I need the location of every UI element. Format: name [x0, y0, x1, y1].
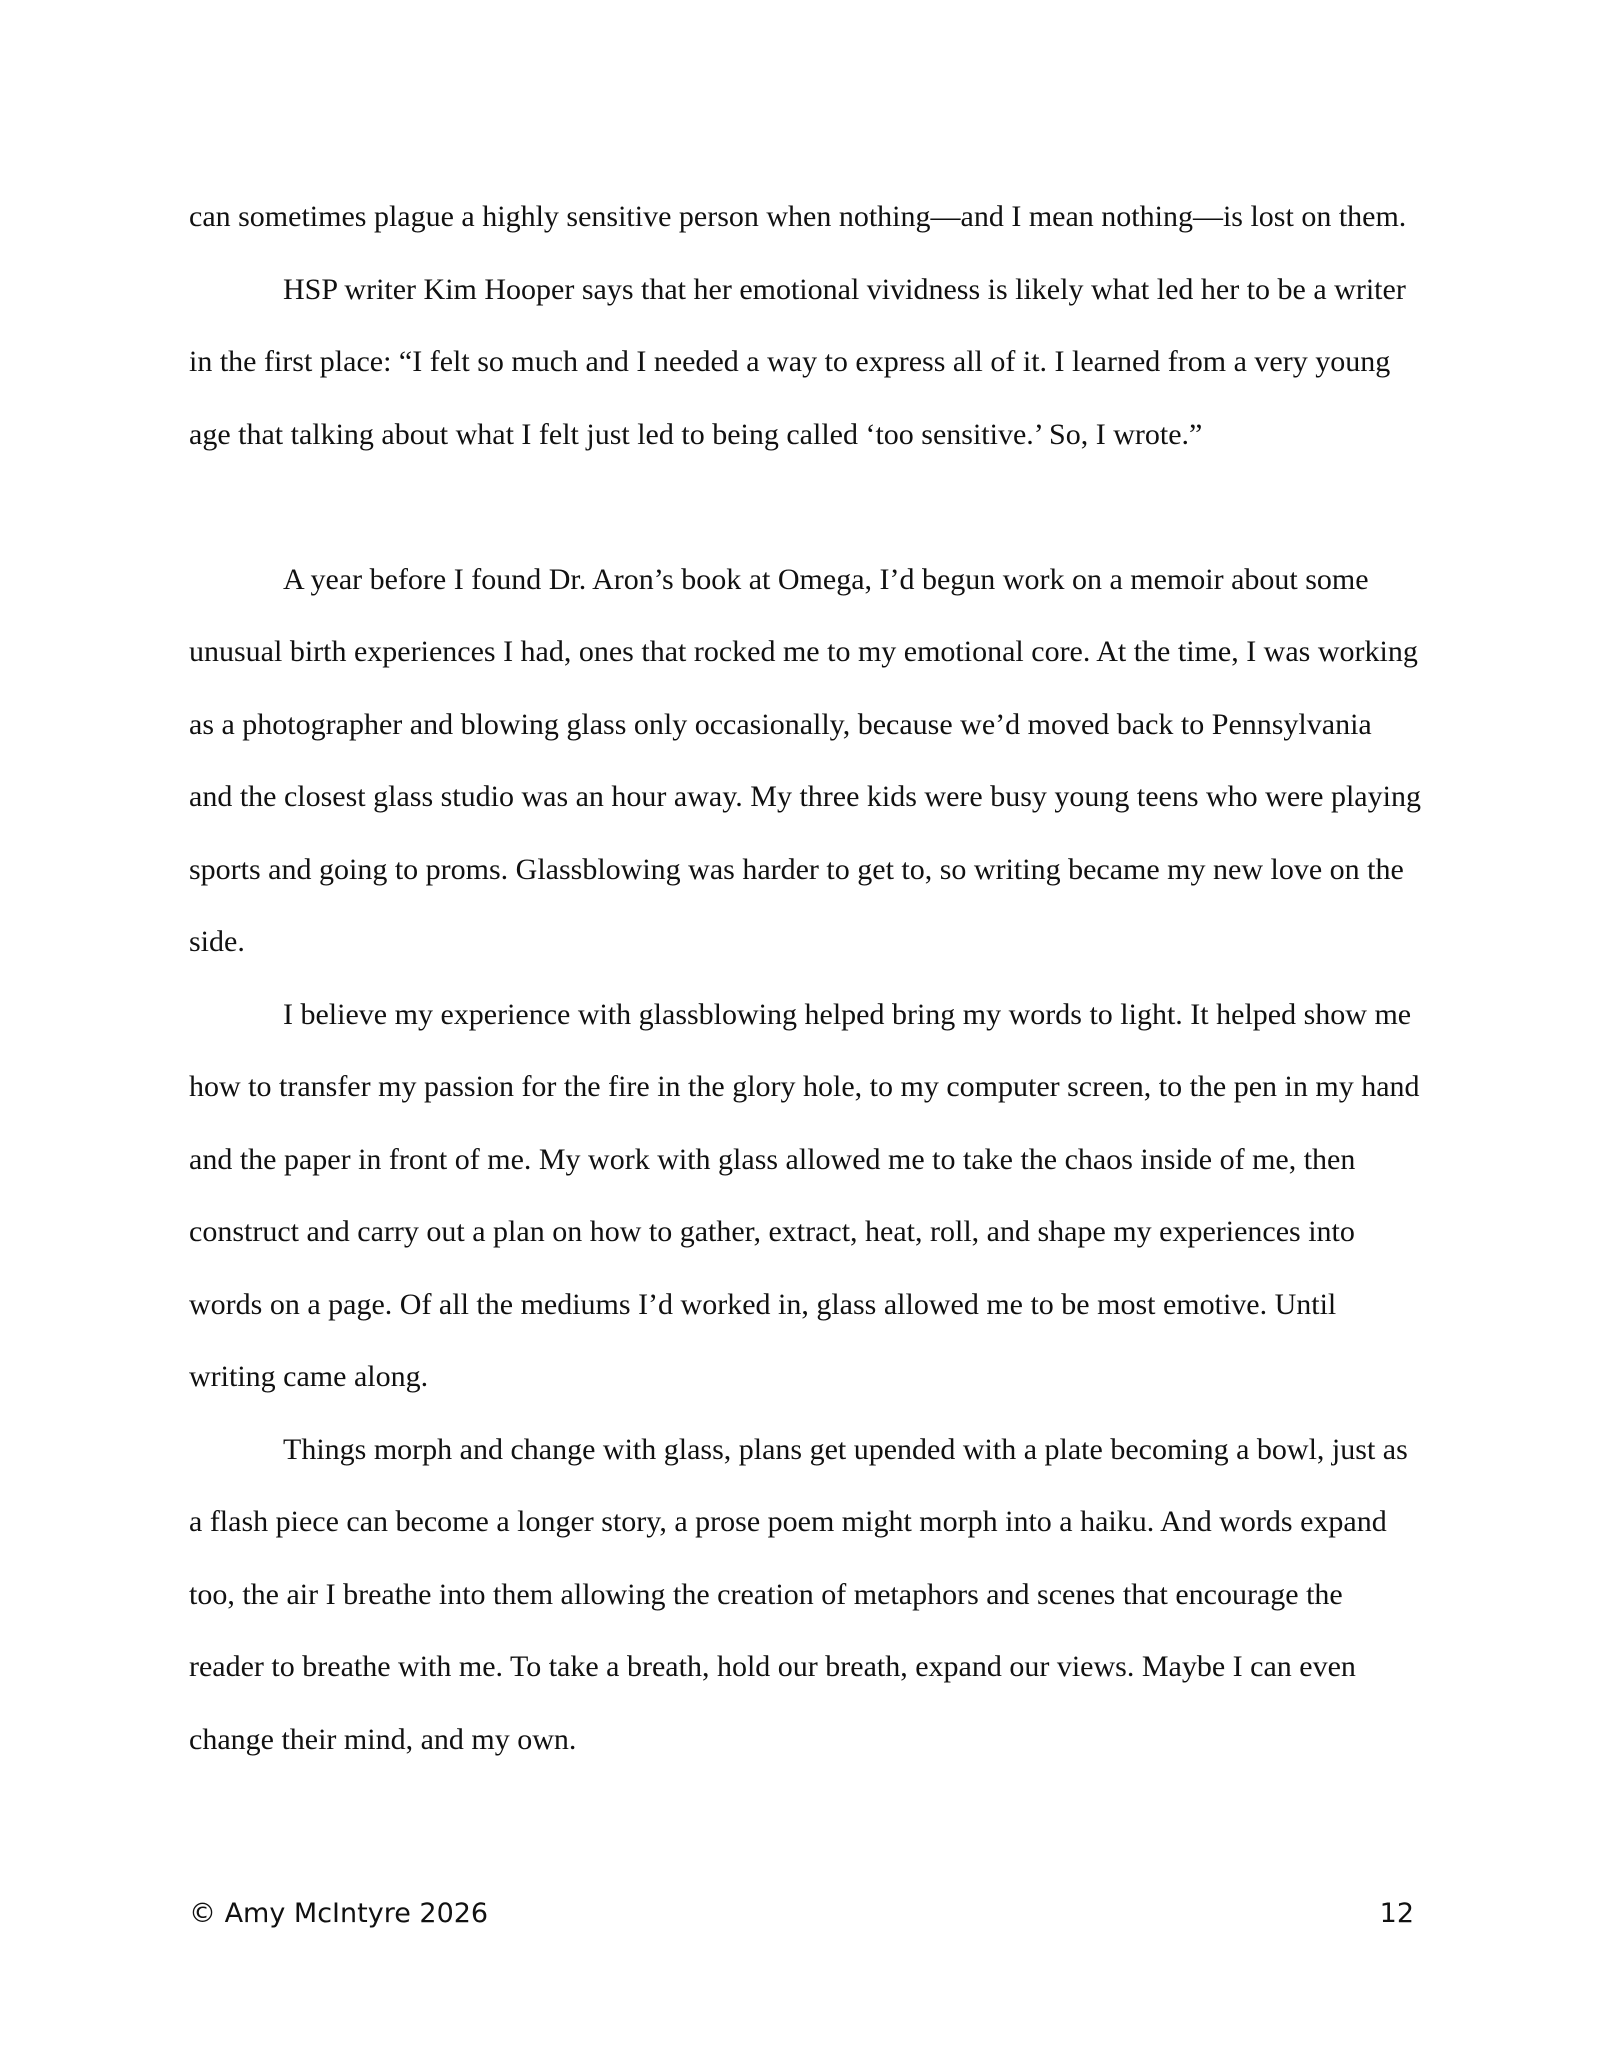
page-footer [189, 1898, 1414, 1929]
section-break [189, 471, 1421, 544]
paragraph-continued: can sometimes plague a highly sensitive person when nothing—and I mean nothing—is lost on them. [189, 200, 1407, 233]
copyright-notice: © Amy McIntyre 2026 [189, 1898, 489, 1929]
paragraph-kim-hooper-quote: HSP writer Kim Hooper says that her emotional vividness is likely what led her to be a writer in the first place: “I felt so much and I needed a way to express all of it. I learned from a very young age that talking about what I felt just led to being called ‘too sensitive.’ So, I wrote.” [189, 272, 1406, 451]
paragraph-glassblowing: I believe my experience with glassblowing helped bring my words to light. It helped show me how to transfer my passion for the fire in the glory hole, to my computer screen, to the pen in my hand and the paper in front of me. My work with glass allowed me to take the chaos inside of me, then construct and carry out a plan on how to gather, extract, heat, roll, and shape my experiences into words on a page. Of all the mediums I’d worked in, glass allowed me to be most emotive. Until writing came along. [189, 997, 1420, 1393]
page-number: 12 [1379, 1898, 1414, 1929]
paragraph-morph-and-change: Things morph and change with glass, plans get upended with a plate becoming a bowl, just as a flash piece can become a longer story, a prose poem might morph into a haiku. And words expand too, the air I breathe into them allowing the creation of metaphors and scenes that encourage the reader to breathe with me. To take a breath, hold our breath, expand our views. Maybe I can even change their mind, and my own. [189, 1432, 1408, 1756]
body-text [189, 181, 1421, 1776]
paragraph-memoir: A year before I found Dr. Aron’s book at Omega, I’d begun work on a memoir about some unusual birth experiences I had, ones that rocked me to my emotional core. At the time, I was working as a photographer and blowing glass only occasionally, because we’d moved back to Pennsylvania and the closest glass studio was an hour away. My three kids were busy young teens who were playing sports and going to proms. Glassblowing was harder to get to, so writing became my new love on the side. [189, 562, 1421, 958]
